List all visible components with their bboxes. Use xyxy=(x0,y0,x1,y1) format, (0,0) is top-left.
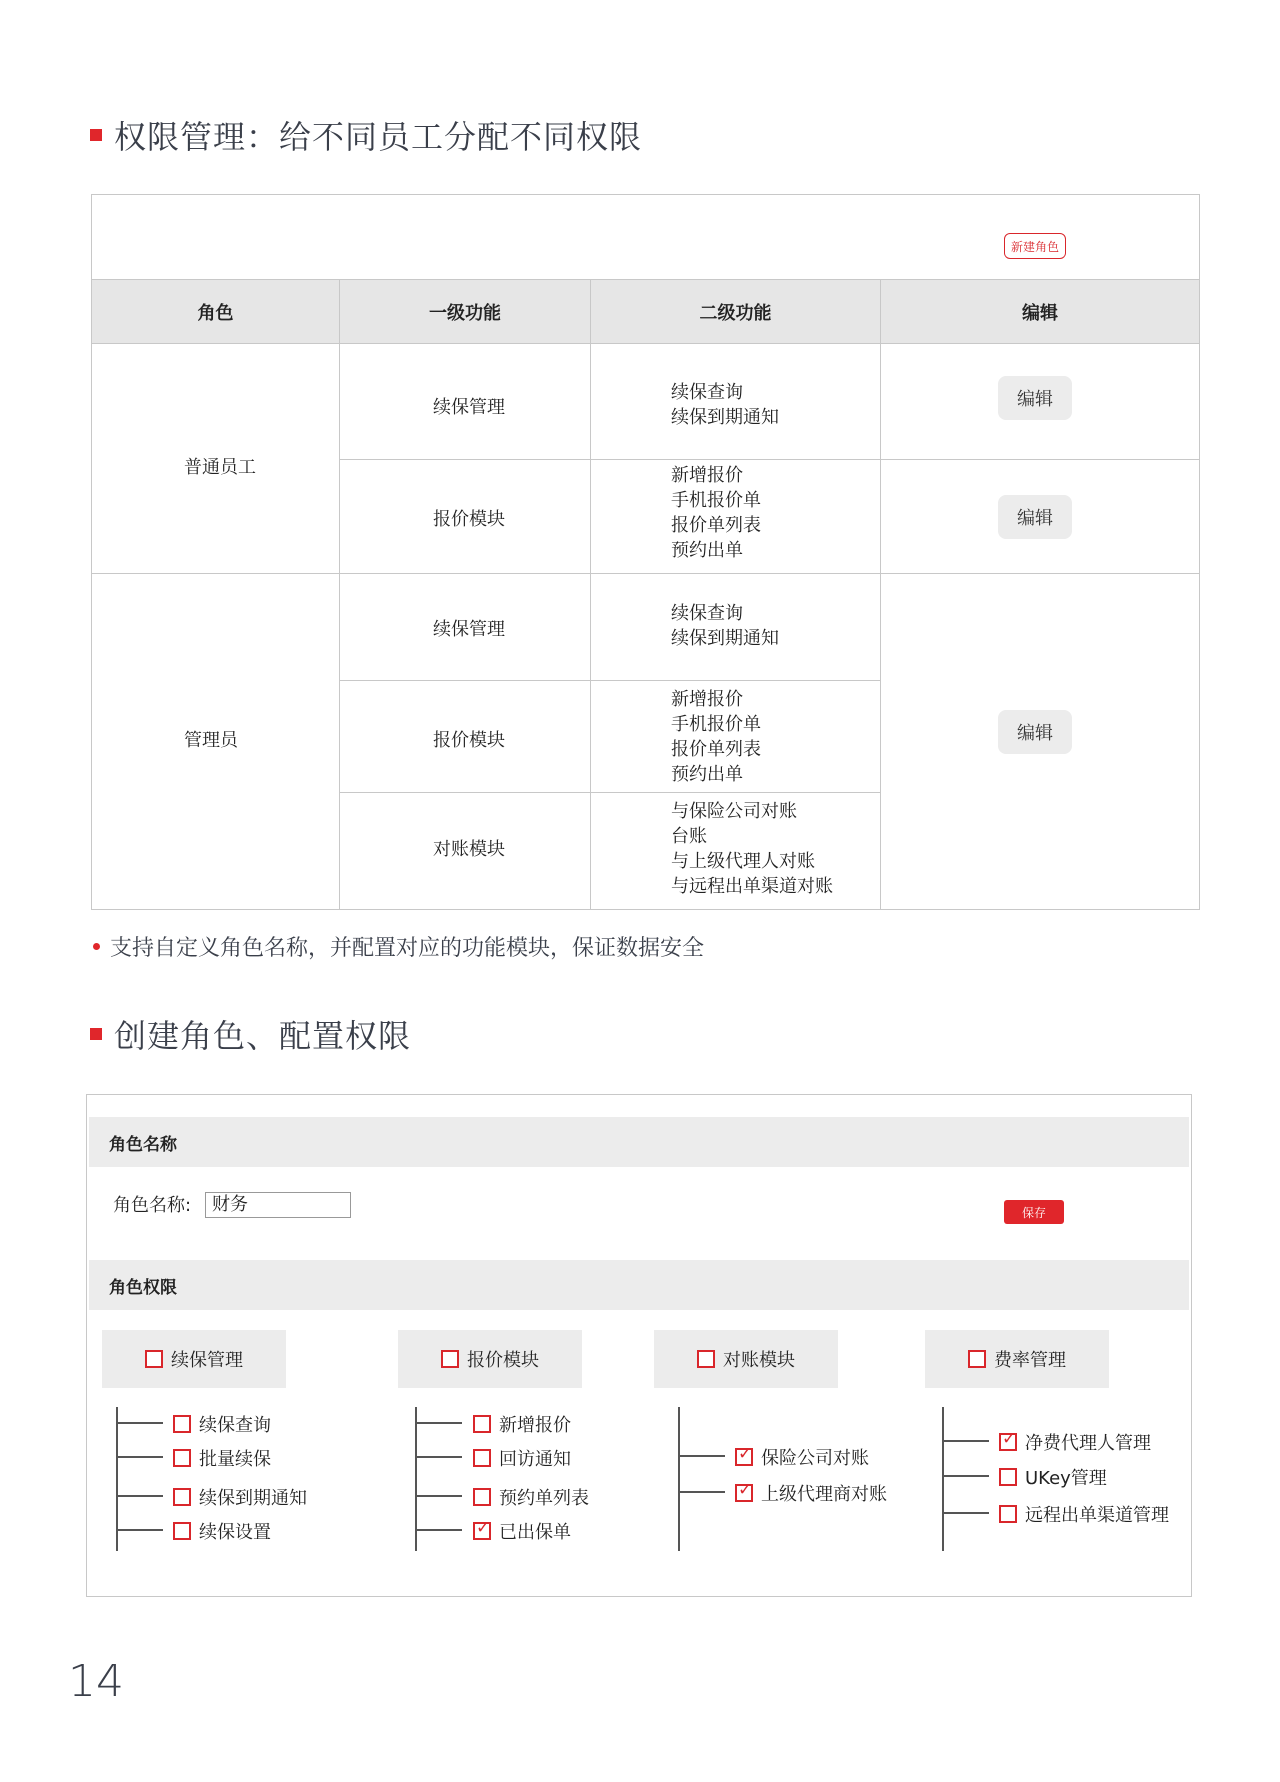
tree-line xyxy=(416,1529,462,1531)
tree-line xyxy=(678,1407,680,1551)
checkbox-icon[interactable] xyxy=(173,1488,191,1506)
perm-item[interactable] xyxy=(173,1445,271,1471)
role-name-admin: 管理员 xyxy=(184,730,238,751)
checkbox-icon[interactable] xyxy=(968,1350,986,1368)
tree-line xyxy=(679,1491,725,1493)
tree-line xyxy=(943,1512,989,1514)
perm-item[interactable] xyxy=(735,1480,887,1506)
tree-line xyxy=(117,1422,163,1424)
tree-line xyxy=(943,1475,989,1477)
tree-line xyxy=(416,1456,462,1458)
sub-function: 报价单列表 xyxy=(671,515,761,536)
perm-group-label: 费率管理 xyxy=(994,1350,1066,1371)
checkbox-icon[interactable] xyxy=(999,1505,1017,1523)
row-divider xyxy=(339,459,1199,460)
perm-group-label: 报价模块 xyxy=(467,1350,539,1371)
tree-line xyxy=(416,1422,462,1424)
checkbox-icon[interactable] xyxy=(173,1522,191,1540)
perm-item[interactable] xyxy=(999,1501,1169,1527)
edit-button[interactable]: 编辑 xyxy=(998,376,1072,420)
checkbox-icon[interactable] xyxy=(441,1350,459,1368)
checkbox-icon[interactable] xyxy=(173,1415,191,1433)
perm-item[interactable] xyxy=(473,1518,571,1544)
create-role-panel xyxy=(86,1094,1192,1597)
checkbox-icon[interactable] xyxy=(473,1488,491,1506)
perm-item-label: 回访通知 xyxy=(499,1449,571,1470)
perm-item-label: 净费代理人管理 xyxy=(1025,1433,1151,1454)
perm-item[interactable] xyxy=(999,1464,1107,1490)
sub-function: 与保险公司对账 xyxy=(671,801,797,822)
module-name: 报价模块 xyxy=(433,509,505,530)
role-name-staff: 普通员工 xyxy=(184,457,256,478)
section-title-permissions xyxy=(90,112,642,158)
header-level2: 二级功能 xyxy=(591,279,880,344)
save-button[interactable]: 保存 xyxy=(1004,1200,1064,1224)
sub-function: 新增报价 xyxy=(671,689,743,710)
note xyxy=(93,931,704,962)
perm-item[interactable] xyxy=(473,1445,571,1471)
checkbox-icon[interactable] xyxy=(173,1449,191,1467)
tree-line xyxy=(943,1440,989,1442)
tree-line xyxy=(416,1495,462,1497)
role-permission-bar: 角色权限 xyxy=(89,1260,1189,1310)
permission-table-panel xyxy=(91,194,1200,910)
col-divider xyxy=(590,279,591,909)
checkbox-checked-icon[interactable] xyxy=(735,1484,753,1502)
sub-function: 预约出单 xyxy=(671,540,743,561)
header-role: 角色 xyxy=(92,279,339,344)
perm-group-label: 对账模块 xyxy=(723,1350,795,1371)
checkbox-icon[interactable] xyxy=(697,1350,715,1368)
sub-function: 续保查询 xyxy=(671,382,743,403)
col-divider xyxy=(339,279,340,909)
new-role-button[interactable]: 新建角色 xyxy=(1004,233,1066,259)
section-title-create-role xyxy=(90,1011,411,1057)
sub-function-list xyxy=(671,463,761,563)
perm-item[interactable] xyxy=(473,1411,571,1437)
perm-item[interactable] xyxy=(173,1484,307,1510)
perm-item-label: 保险公司对账 xyxy=(761,1448,869,1469)
note-text: 支持自定义角色名称，并配置对应的功能模块，保证数据安全 xyxy=(110,936,705,961)
tree-line xyxy=(117,1495,163,1497)
perm-group-renewal[interactable] xyxy=(102,1330,286,1388)
col-divider xyxy=(880,279,881,909)
row-divider xyxy=(339,792,880,793)
perm-item[interactable] xyxy=(173,1518,271,1544)
section-title-text: 创建角色、配置权限 xyxy=(114,1017,412,1055)
row-divider xyxy=(339,680,880,681)
sub-function: 续保到期通知 xyxy=(671,407,779,428)
checkbox-checked-icon[interactable] xyxy=(473,1522,491,1540)
role-divider xyxy=(92,573,1199,574)
checkbox-checked-icon[interactable] xyxy=(735,1448,753,1466)
perm-item-label: 续保设置 xyxy=(199,1522,271,1543)
checkbox-icon[interactable] xyxy=(145,1350,163,1368)
tree-line xyxy=(679,1455,725,1457)
sub-function: 台账 xyxy=(671,826,707,847)
tree-line xyxy=(117,1529,163,1531)
sub-function: 报价单列表 xyxy=(671,739,761,760)
header-level1: 一级功能 xyxy=(340,279,590,344)
section-title-text: 权限管理：给不同员工分配不同权限 xyxy=(114,118,643,156)
sub-function: 手机报价单 xyxy=(671,714,761,735)
bullet-square-icon xyxy=(90,129,102,141)
perm-item[interactable] xyxy=(999,1429,1151,1455)
bullet-square-icon xyxy=(90,1028,102,1040)
perm-item[interactable] xyxy=(735,1444,869,1470)
checkbox-checked-icon[interactable] xyxy=(999,1433,1017,1451)
role-name-label: 角色名称: xyxy=(113,1195,192,1216)
perm-item[interactable] xyxy=(173,1411,271,1437)
perm-group-reconcile[interactable] xyxy=(654,1330,838,1388)
role-name-input[interactable]: 财务 xyxy=(205,1192,351,1218)
perm-group-rate[interactable] xyxy=(925,1330,1109,1388)
perm-item-label: 上级代理商对账 xyxy=(761,1484,887,1505)
checkbox-icon[interactable] xyxy=(473,1449,491,1467)
sub-function-list xyxy=(671,380,779,430)
role-name-bar: 角色名称 xyxy=(89,1117,1189,1167)
tree-line xyxy=(942,1407,944,1551)
module-name: 续保管理 xyxy=(433,397,505,418)
sub-function: 新增报价 xyxy=(671,465,743,486)
sub-function: 手机报价单 xyxy=(671,490,761,511)
perm-item-label: 远程出单渠道管理 xyxy=(1025,1505,1169,1526)
sub-function: 预约出单 xyxy=(671,764,743,785)
perm-item-label: 批量续保 xyxy=(199,1449,271,1470)
sub-function-list xyxy=(671,687,761,787)
header-edit: 编辑 xyxy=(881,279,1199,344)
sub-function-list xyxy=(671,601,779,651)
tree-line xyxy=(117,1456,163,1458)
perm-group-label: 续保管理 xyxy=(171,1350,243,1371)
perm-item-label: 新增报价 xyxy=(499,1415,571,1436)
sub-function: 与上级代理人对账 xyxy=(671,851,815,872)
sub-function-list xyxy=(671,799,833,899)
perm-group-quote[interactable] xyxy=(398,1330,582,1388)
module-name: 报价模块 xyxy=(433,730,505,751)
bullet-dot-icon xyxy=(93,943,100,950)
perm-item-label: UKey管理 xyxy=(1025,1468,1107,1489)
sub-function: 续保查询 xyxy=(671,603,743,624)
perm-item-label: 预约单列表 xyxy=(499,1488,589,1509)
edit-button[interactable]: 编辑 xyxy=(998,495,1072,539)
perm-item-label: 续保查询 xyxy=(199,1415,271,1436)
perm-item-label: 续保到期通知 xyxy=(199,1488,307,1509)
sub-function: 续保到期通知 xyxy=(671,628,779,649)
sub-function: 与远程出单渠道对账 xyxy=(671,876,833,897)
module-name: 续保管理 xyxy=(433,619,505,640)
perm-item[interactable] xyxy=(473,1484,589,1510)
checkbox-icon[interactable] xyxy=(999,1468,1017,1486)
perm-item-label: 已出保单 xyxy=(499,1522,571,1543)
module-name: 对账模块 xyxy=(433,839,505,860)
page-number: 14 xyxy=(68,1656,124,1707)
edit-button[interactable]: 编辑 xyxy=(998,710,1072,754)
checkbox-icon[interactable] xyxy=(473,1415,491,1433)
